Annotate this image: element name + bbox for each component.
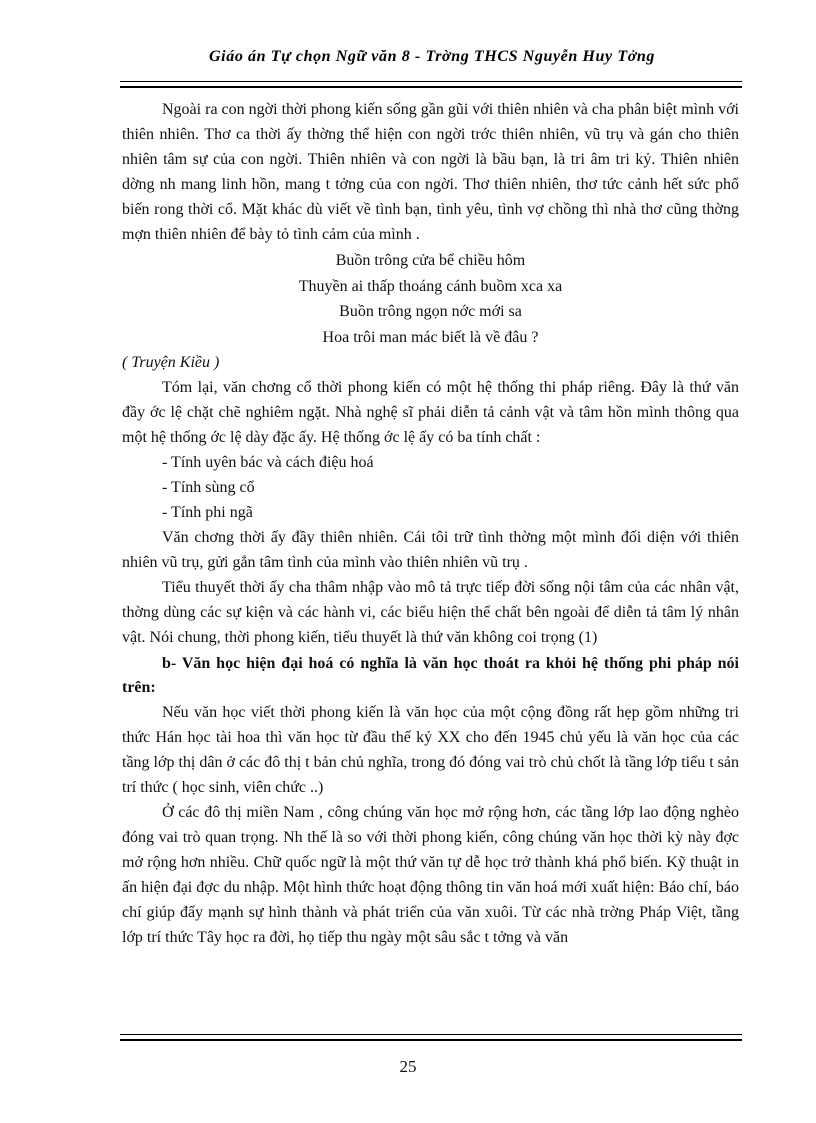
poem-line: Buồn trông cửa bể chiều hôm xyxy=(335,252,526,269)
paragraph-nature: Ngoài ra con ngời thời phong kiến sống gần gũi với thiên nhiên và cha phân biệt mình với thiên nhiên. Thơ ca thời ấy thờng thể hiện con ngời trớc thiên nhiên, vũ trụ và gán cho thiên nhiên tâm sự của con ngời. Thiên nhiên và con ngời là bầu bạn, là tri âm tri kỷ. Thiên nhiên dờng nh mang linh hồn, mang t tởng của con ngời. Thơ thiên nhiên, thơ tức cảnh hết sức phổ biến rong thời cổ. Mặt khác dù viết về tình bạn, tình yêu, tình vợ chồng thì nhà thơ cũng thờng mợn thiên nhiên để bày tỏ tình cảm của mình . xyxy=(122,101,739,243)
section-heading-b: b- Văn học hiện đại hoá có nghĩa là văn học thoát ra khỏi hệ thống phi pháp nói trên: xyxy=(122,655,739,696)
page-header: Giáo án Tự chọn Ngữ văn 8 - Trờng THCS Nguyễn Huy Tởng xyxy=(209,48,655,65)
footer-rule xyxy=(120,1034,742,1041)
paragraph-lyric: Văn chơng thời ấy đầy thiên nhiên. Cái tôi trữ tình thờng một mình đối diện với thiên nhiên vũ trụ, gửi gắn tâm tình của mình vào thiên nhiên vũ trụ . xyxy=(122,529,739,571)
poem-line: Thuyền ai thấp thoáng cánh buồm xca xa xyxy=(298,277,563,295)
poem-source: ( Truyện Kiều ) xyxy=(122,354,220,371)
paragraph-novel: Tiểu thuyết thời ấy cha thâm nhập vào mô tả trực tiếp đời sống nội tâm của các nhân vật, thờng dùng các sự kiện và các hành vi, các biểu hiện thể chất bên ngoài để diễn tả tâm lý nhân vật. Nói chung, thời phong kiến, tiểu thuyết là thứ văn không coi trọng (1) xyxy=(122,579,739,646)
header-rule xyxy=(120,81,742,88)
document-body xyxy=(122,97,739,950)
list-item: - Tính uyên bác và cách điệu hoá xyxy=(162,454,374,471)
paragraph-south: Ở các đô thị miền Nam , công chúng văn học mở rộng hơn, các tầng lớp lao động nghèo đóng vai trò quan trọng. Nh thế là so với thời phong kiến, công chúng văn học thời kỳ này đợc mở rộng hơn nhiều. Chữ quốc ngữ là một thứ văn tự dễ học trở thành khá phổ biến. Kỹ thuật in ấn hiện đại đợc du nhập. Một hình thức hoạt động thông tin văn hoá mới xuất hiện: Báo chí, báo chí giúp đẩy mạnh sự hình thành và phát triển của văn xuôi. Từ các nhà trờng Pháp Việt, tầng lớp trí thức Tây học ra đời, họ tiếp thu ngày một sâu sắc t tởng và văn xyxy=(122,804,739,946)
list-item: - Tính sùng cổ xyxy=(162,479,255,496)
poem-line: Buồn trông ngọn nớc mới sa xyxy=(339,303,522,320)
poem-line: Hoa trôi man mác biết là về đâu ? xyxy=(322,328,539,346)
page-number: 25 xyxy=(399,1057,417,1076)
poem-excerpt xyxy=(122,248,739,350)
list-item: - Tính phi ngã xyxy=(162,504,253,521)
paragraph-summary: Tóm lại, văn chơng cổ thời phong kiến có một hệ thống thi pháp riêng. Đây là thứ văn đầy ớc lệ chặt chẽ nghiêm ngặt. Nhà nghệ sĩ phải diễn tả cảnh vật và tâm hồn mình thông qua một hệ thống ớc lệ dày đặc ấy. Hệ thống ớc lệ ấy có ba tính chất : xyxy=(122,379,739,446)
paragraph-modern: Nếu văn học viết thời phong kiến là văn học của một cộng đồng rất hẹp gồm những tri thức Hán học tài hoa thì văn học từ đầu thế kỷ XX cho đến 1945 chủ yếu là văn học của các tầng lớp thị dân ở các đô thị t bản chủ nghĩa, trong đó đóng vai trò chủ chốt là tầng lớp tiểu t sản trí thức ( học sinh, viên chức ..) xyxy=(122,704,739,796)
